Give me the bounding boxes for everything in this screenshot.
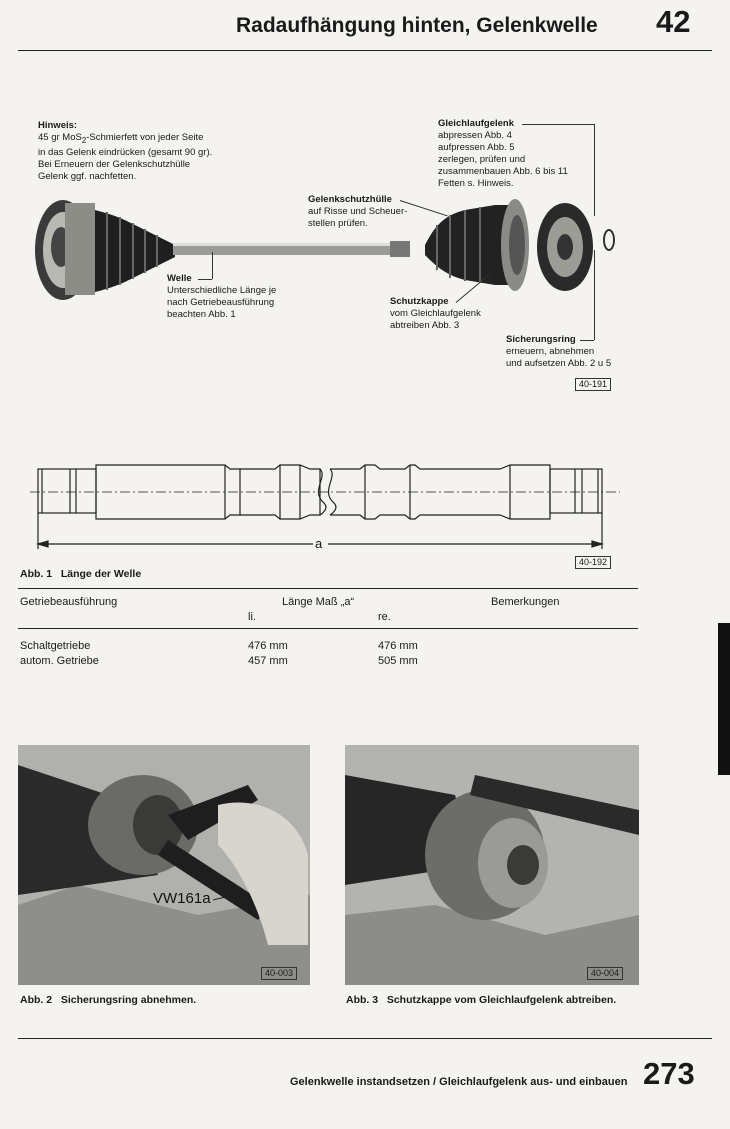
sicherungsring-l2: und aufsetzen Abb. 2 u 5 — [506, 358, 612, 369]
tool-label-vw161a: VW161a — [153, 890, 211, 907]
figure-code-40-003: 40-003 — [261, 967, 297, 980]
table-header-laenge: Länge Maß „a“ — [282, 596, 355, 608]
gleichlaufgelenk-l2: aufpressen Abb. 5 — [438, 142, 515, 153]
hinweis-note — [38, 120, 212, 183]
table-row-li: 457 mm — [248, 655, 288, 667]
dimension-label-a: a — [315, 536, 323, 551]
table-subheader-li: li. — [248, 611, 256, 623]
table-header-rule — [18, 628, 638, 629]
figure-code-40-004: 40-004 — [587, 967, 623, 980]
hinweis-line1-post: -Schmierfett von jeder Seite — [86, 132, 204, 143]
welle-l1: Unterschiedliche Länge je — [167, 285, 277, 296]
hinweis-title: Hinweis: — [38, 120, 78, 131]
section-tab-marker — [718, 623, 730, 775]
figure-caption-abb1: Abb. 1 Länge der Welle — [20, 568, 142, 580]
photo-abb2 — [18, 745, 310, 985]
sicherungsring-title: Sicherungsring — [506, 334, 576, 345]
table-row-li: 476 mm — [248, 640, 288, 652]
schutzkappe-l1: vom Gleichlaufgelenk — [390, 308, 481, 319]
leader-line — [594, 250, 595, 340]
welle-l2: nach Getriebeausführung — [167, 297, 275, 308]
gelenkschutzhuelle-label — [308, 194, 407, 230]
hinweis-line3: Bei Erneuern der Gelenkschutzhülle — [38, 158, 191, 170]
leader-line — [212, 252, 213, 279]
gleichlaufgelenk-l3: zerlegen, prüfen und — [438, 154, 526, 165]
figure-caption-abb3: Abb. 3 Schutzkappe vom Gleichlaufgelenk abtreiben. — [346, 994, 617, 1006]
chapter-number: 42 — [656, 4, 691, 39]
photo-abb3-illustration — [345, 745, 639, 985]
gleichlaufgelenk-label — [438, 118, 568, 190]
hinweis-line4: Gelenk ggf. nachfetten. — [38, 170, 137, 182]
table-header-getriebe: Getriebeausführung — [20, 596, 118, 608]
page-number: 273 — [643, 1056, 695, 1091]
leader-line — [594, 124, 595, 216]
hinweis-line1-pre: 45 gr MoS — [38, 132, 82, 143]
shaft-length-drawing — [30, 455, 620, 555]
photo-abb3 — [345, 745, 639, 985]
table-row-re: 505 mm — [378, 655, 418, 667]
hinweis-line1-sub: 2 — [81, 135, 87, 145]
page-header-title: Radaufhängung hinten, Gelenkwelle — [236, 14, 598, 37]
welle-label — [167, 273, 276, 321]
photo-abb2-illustration — [18, 745, 310, 985]
leader-line — [580, 340, 594, 341]
table-top-rule — [18, 588, 638, 589]
footer-section-title: Gelenkwelle instandsetzen / Gleichlaufgelenk aus- und einbauen — [290, 1076, 628, 1088]
gelenkschutzhuelle-title: Gelenkschutzhülle — [308, 194, 392, 205]
table-subheader-re: re. — [378, 611, 391, 623]
table-row-name: Schaltgetriebe — [20, 640, 91, 652]
schutzkappe-label — [390, 296, 481, 332]
footer-rule — [18, 1038, 712, 1039]
leader-line — [198, 279, 212, 280]
figure-code-40-192: 40-192 — [575, 556, 611, 569]
header-rule — [18, 50, 712, 51]
gelenkschutzhuelle-l1: auf Risse und Scheuer- — [308, 206, 408, 217]
table-row-name: autom. Getriebe — [20, 655, 99, 667]
welle-l3: beachten Abb. 1 — [167, 309, 236, 320]
sicherungsring-label — [506, 334, 611, 370]
figure-code-40-191: 40-191 — [575, 378, 611, 391]
table-row-re: 476 mm — [378, 640, 418, 652]
gleichlaufgelenk-title: Gleichlaufgelenk — [438, 118, 515, 129]
gleichlaufgelenk-l4: zusammenbauen Abb. 6 bis 11 — [438, 166, 568, 177]
sicherungsring-l1: erneuern, abnehmen — [506, 346, 595, 357]
gleichlaufgelenk-l5: Fetten s. Hinweis. — [438, 178, 514, 189]
schutzkappe-title: Schutzkappe — [390, 296, 449, 307]
figure-caption-abb2: Abb. 2 Sicherungsring abnehmen. — [20, 994, 197, 1006]
hinweis-line2: in das Gelenk eindrücken (gesamt 90 gr). — [38, 146, 213, 158]
gelenkschutzhuelle-l2: stellen prüfen. — [308, 218, 368, 229]
table-header-bemerkungen: Bemerkungen — [491, 596, 560, 608]
shaft-outline-svg — [30, 455, 620, 555]
gleichlaufgelenk-l1: abpressen Abb. 4 — [438, 130, 512, 141]
welle-title: Welle — [167, 273, 192, 284]
leader-line — [522, 124, 594, 125]
schutzkappe-l2: abtreiben Abb. 3 — [390, 320, 460, 331]
